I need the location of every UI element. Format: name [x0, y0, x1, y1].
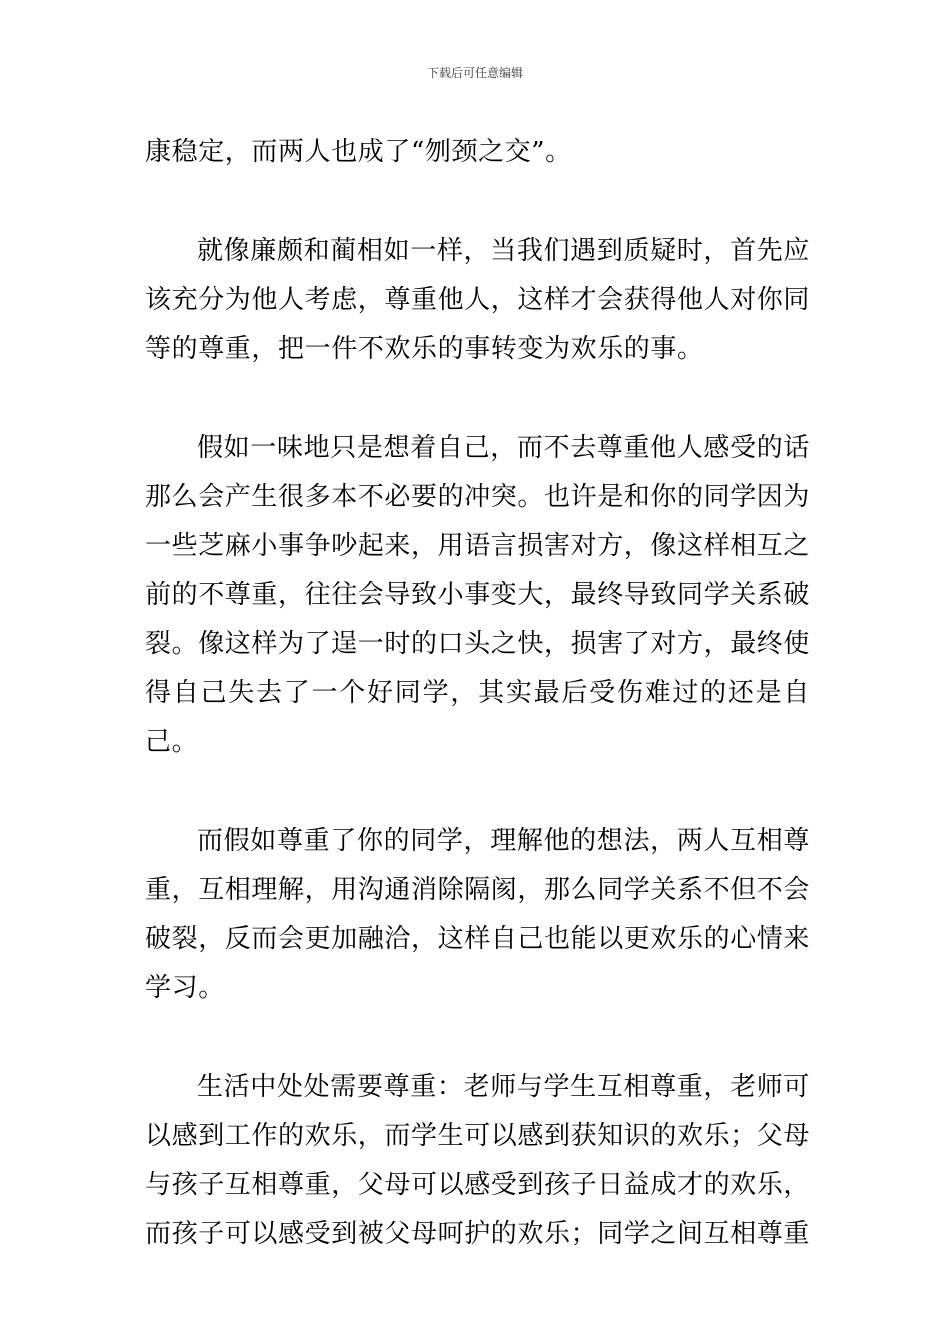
- paragraph: 而假如尊重了你的同学，理解他的想法，两人互相尊重，互相理解，用沟通消除隔阂，那么同学关系不但不会破裂，反而会更加融洽，这样自己也能以更欢乐的心情来学习。: [145, 826, 811, 1003]
- paragraph: 就像廉颇和蔺相如一样，当我们遇到质疑时，首先应该充分为他人考虑，尊重他人，这样才会获得他人对你同等的尊重，把一件不欢乐的事转变为欢乐的事。: [145, 236, 811, 364]
- page-header: 下载后可任意编辑: [426, 66, 523, 80]
- document-body: [145, 128, 810, 1259]
- paragraph: 假如一味地只是想着自己，而不去尊重他人感受的话那么会产生很多本不必要的冲突。也许是和你的同学因为一些芝麻小事争吵起来，用语言损害对方，像这样相互之前的不尊重，往往会导致小事变大，最终导致同学关系破裂。像这样为了逞一时的口头之快，损害了对方，最终使得自己失去了一个好同学，其实最后受伤难过的还是自己。: [145, 433, 811, 757]
- paragraph: 生活中处处需要尊重：老师与学生互相尊重，老师可以感到工作的欢乐，而学生可以感到获知识的欢乐；父母与孩子互相尊重，父母可以感受到孩子日益成才的欢乐，而孩子可以感受到被父母呵护的欢乐；同学之间互相尊重: [145, 1072, 811, 1249]
- paragraph-continuation: 康稳定，而两人也成了“刎颈之交”。: [145, 137, 572, 167]
